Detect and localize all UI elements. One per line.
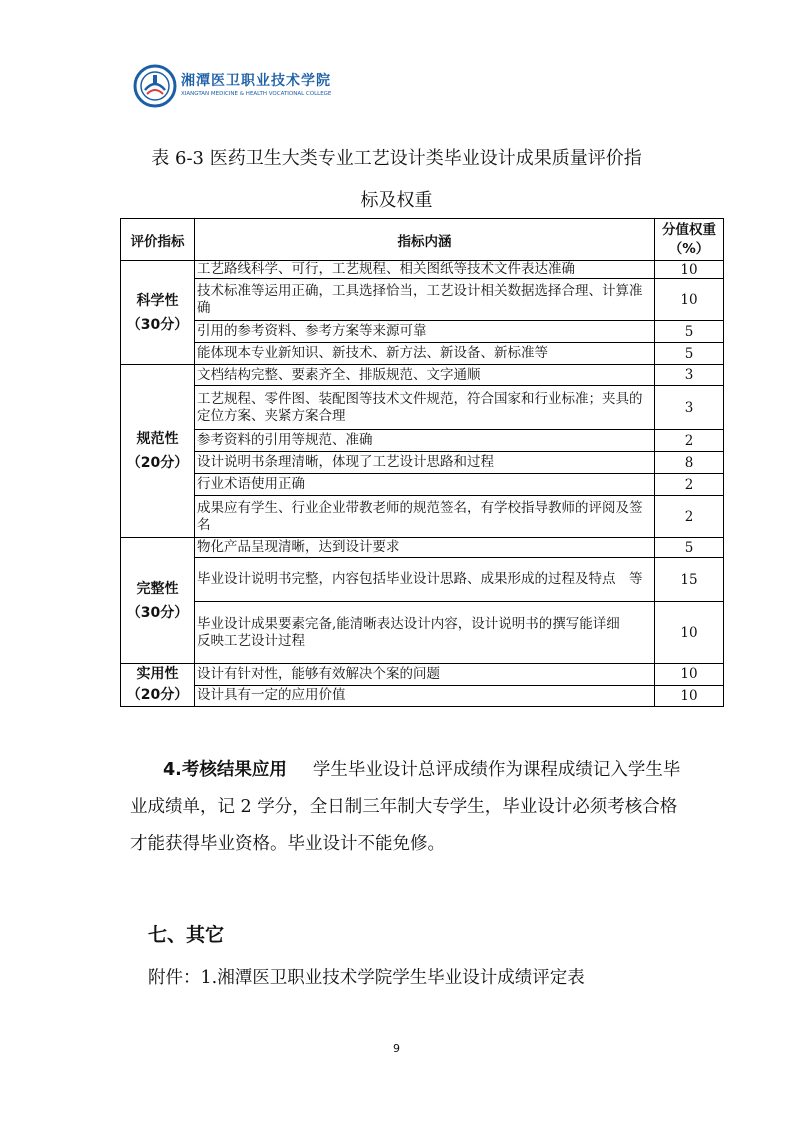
- header-indicator: 评价指标: [121, 219, 195, 261]
- criterion-text: 行业术语使用正确: [195, 474, 655, 496]
- category-standard: 规范性 （20分）: [121, 365, 195, 538]
- criterion-score: 15: [655, 558, 724, 602]
- table-title-line1: 表 6-3 医药卫生大类专业工艺设计类毕业设计成果质量评价指: [151, 148, 642, 169]
- criterion-score: 8: [655, 452, 724, 474]
- college-emblem-icon: [133, 64, 177, 108]
- criterion-score: 2: [655, 430, 724, 452]
- criterion-text: 设计说明书条理清晰，体现了工艺设计思路和过程: [195, 452, 655, 474]
- criterion-text: 设计具有一定的应用价值: [195, 685, 655, 707]
- criterion-score: 5: [655, 343, 724, 365]
- category-practicality: 实用性 （20分）: [121, 664, 195, 707]
- criterion-text: 毕业设计成果要素完备,能清晰表达设计内容，设计说明书的撰写能详细 反映工艺设计过程: [195, 602, 655, 664]
- table-row: [121, 430, 724, 452]
- criterion-score: 10: [655, 664, 724, 686]
- evaluation-table: [120, 218, 724, 707]
- criterion-text: 文档结构完整、要素齐全、排版规范、文字通顺: [195, 365, 655, 386]
- logo-name-en: XIANGTAN MEDICINE & HEALTH VOCATIONAL COLLEGE: [181, 91, 332, 97]
- table-row: [121, 538, 724, 558]
- criterion-score: 5: [655, 538, 724, 558]
- criterion-text: 工艺规程、零件图、装配图等技术文件规范，符合国家和行业标准；夹具的定位方案、夹紧方案合理: [195, 386, 655, 430]
- criterion-text: 引用的参考资料、参考方案等来源可靠: [195, 321, 655, 343]
- criterion-score: 10: [655, 685, 724, 707]
- college-logo: [133, 64, 433, 110]
- table-row: [121, 474, 724, 496]
- assessment-body: 学生毕业设计总评成绩作为课程成绩记入学生毕业成绩单，记 2 学分，全日制三年制大专学生，毕业设计必须考核合格才能获得毕业资格。毕业设计不能免修。: [130, 760, 681, 854]
- logo-name-cn: 湘潭医卫职业技术学院: [181, 73, 331, 89]
- criterion-text: 技术标准等运用正确，工具选择恰当，工艺设计相关数据选择合理、计算准确: [195, 279, 655, 321]
- assessment-lead: 4.考核结果应用: [163, 760, 287, 780]
- criterion-score: 2: [655, 496, 724, 538]
- criterion-text: 物化产品呈现清晰，达到设计要求: [195, 538, 655, 558]
- table-title-line2: 标及权重: [360, 190, 433, 211]
- attachment-line: 附件：1.湘潭医卫职业技术学院学生毕业设计成绩评定表: [148, 968, 585, 988]
- criterion-score: 3: [655, 386, 724, 430]
- table-row: [121, 261, 724, 279]
- table-row: [121, 602, 724, 664]
- page-number: 9: [393, 1042, 400, 1055]
- table-row: [121, 664, 724, 686]
- section-heading-other: 七、其它: [148, 924, 225, 946]
- criterion-score: 3: [655, 365, 724, 386]
- table-row: [121, 496, 724, 538]
- header-content: 指标内涵: [195, 219, 655, 261]
- criterion-score: 2: [655, 474, 724, 496]
- criterion-text: 能体现本专业新知识、新技术、新方法、新设备、新标准等: [195, 343, 655, 365]
- criterion-score: 10: [655, 602, 724, 664]
- table-row: [121, 343, 724, 365]
- table-row: [121, 279, 724, 321]
- table-header-row: [121, 219, 724, 261]
- category-science: 科学性 （30分）: [121, 261, 195, 365]
- criterion-score: 5: [655, 321, 724, 343]
- assessment-paragraph: [130, 752, 685, 863]
- criterion-text: 毕业设计说明书完整，内容包括毕业设计思路、成果形成的过程及特点 等: [195, 558, 655, 602]
- criterion-text: 参考资料的引用等规范、准确: [195, 430, 655, 452]
- criterion-text: 设计有针对性，能够有效解决个案的问题: [195, 664, 655, 686]
- table-row: [121, 558, 724, 602]
- criterion-text: 工艺路线科学、可行，工艺规程、相关图纸等技术文件表达准确: [195, 261, 655, 279]
- header-weight: 分值权重（%）: [655, 219, 724, 261]
- criterion-score: 10: [655, 261, 724, 279]
- table-row: [121, 321, 724, 343]
- table-row: [121, 452, 724, 474]
- criterion-score: 10: [655, 279, 724, 321]
- table-row: [121, 386, 724, 430]
- criterion-text: 成果应有学生、行业企业带教老师的规范签名，有学校指导教师的评阅及签名: [195, 496, 655, 538]
- category-completeness: 完整性 （30分）: [121, 538, 195, 664]
- table-row: [121, 685, 724, 707]
- table-row: [121, 365, 724, 386]
